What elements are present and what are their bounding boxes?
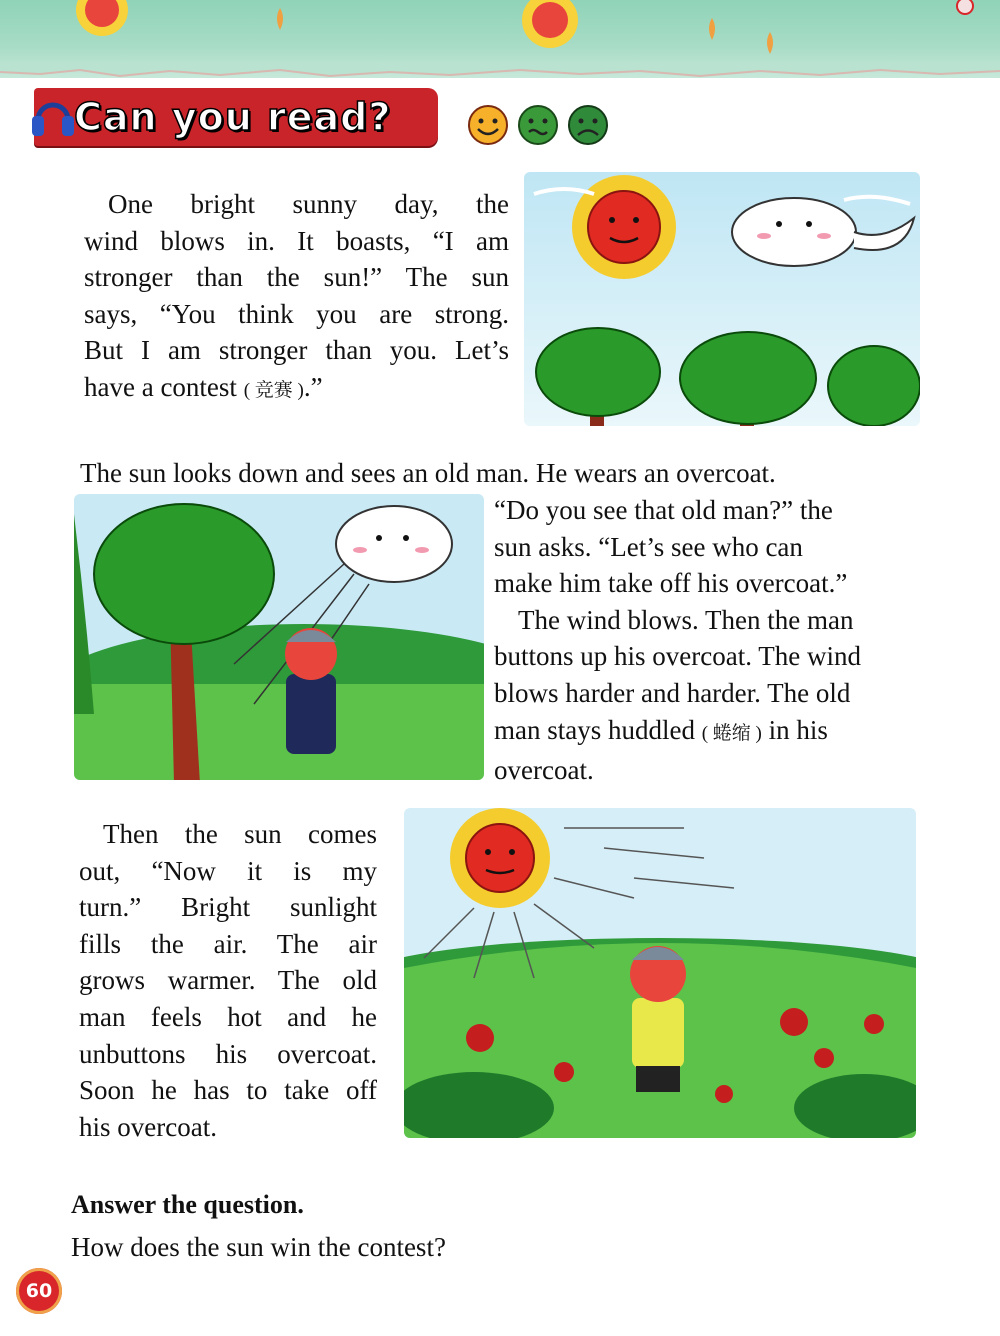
text-line: overcoat. <box>494 755 594 786</box>
comprehension-question: How does the sun win the contest? <box>71 1232 446 1262</box>
answer-heading: Answer the question. <box>71 1190 304 1219</box>
page-number-badge: 60 <box>16 1268 62 1314</box>
smiley-sad-icon <box>569 106 607 144</box>
text-line: stronger than the sun!” The sun <box>84 262 509 293</box>
text-line: sun asks. “Let’s see who can <box>494 531 803 562</box>
text-line: wind blows in. It boasts, “I am <box>84 225 509 256</box>
text-line: says, “You think you are strong. <box>84 298 509 329</box>
text-line: unbuttons his overcoat. <box>79 1038 377 1069</box>
mood-faces <box>466 104 612 146</box>
section-title: Can you read? <box>74 95 392 139</box>
story-paragraph-old-man: The sun looks down and sees an old man. He wears an overcoat. <box>80 458 776 488</box>
gloss-huddled: ( 蜷缩 ) <box>701 722 762 744</box>
tree-icon <box>828 346 920 426</box>
gloss-contest: ( 竞赛 ) <box>243 379 304 401</box>
text-line: Soon he has to take off <box>79 1075 377 1106</box>
story-paragraph-sun-turn <box>79 816 377 1145</box>
text-line: “Do you see that old man?” the <box>494 495 833 525</box>
text-line: make him take off his overcoat.” <box>494 568 848 599</box>
text-line: blows harder and harder. The old <box>494 677 851 708</box>
text-line: buttons up his overcoat. The wind <box>494 641 861 672</box>
tree-icon <box>680 332 816 426</box>
text-line: out, “Now it is my <box>79 855 377 886</box>
sun-character-icon <box>450 808 550 908</box>
cloud-character-icon <box>336 506 452 582</box>
torn-paper-edge <box>0 62 1000 88</box>
text-line: grows warmer. The old <box>79 965 377 996</box>
text-line: turn.” Bright sunlight <box>79 892 377 923</box>
raindrop-icon <box>277 8 283 30</box>
text-line: Then the sun comes <box>103 819 377 849</box>
old-man-character-icon <box>285 628 337 754</box>
smiley-neutral-icon <box>519 106 557 144</box>
illustration-wind-blows-man <box>74 494 484 780</box>
text-line: But I am stronger than you. Let’s <box>84 335 509 366</box>
raindrop-icon <box>767 32 773 54</box>
text-line: have a contest ( 竞赛 ).” <box>84 371 323 402</box>
story-paragraph-intro <box>84 186 509 410</box>
text-line: One bright sunny day, the <box>108 189 509 219</box>
text-line: The wind blows. Then the man <box>518 604 854 635</box>
sun-flower-icon <box>76 0 128 36</box>
sun-flower-icon <box>522 0 578 48</box>
text-line: man stays huddled ( 蜷缩 ) in his <box>494 714 828 745</box>
text-line: man feels hot and he <box>79 1001 377 1032</box>
illustration-sun-shines-man <box>404 808 916 1138</box>
headphones-icon <box>28 86 78 144</box>
illustration-sun-and-wind <box>524 172 920 426</box>
text-line: fills the air. The air <box>79 928 377 959</box>
smiley-happy-icon <box>469 106 507 144</box>
old-man-character-icon <box>630 946 686 1092</box>
raindrop-icon <box>709 18 715 40</box>
text-line: his overcoat. <box>79 1111 217 1142</box>
flower-icon <box>957 0 973 14</box>
story-paragraph-wind-blows <box>494 492 924 789</box>
